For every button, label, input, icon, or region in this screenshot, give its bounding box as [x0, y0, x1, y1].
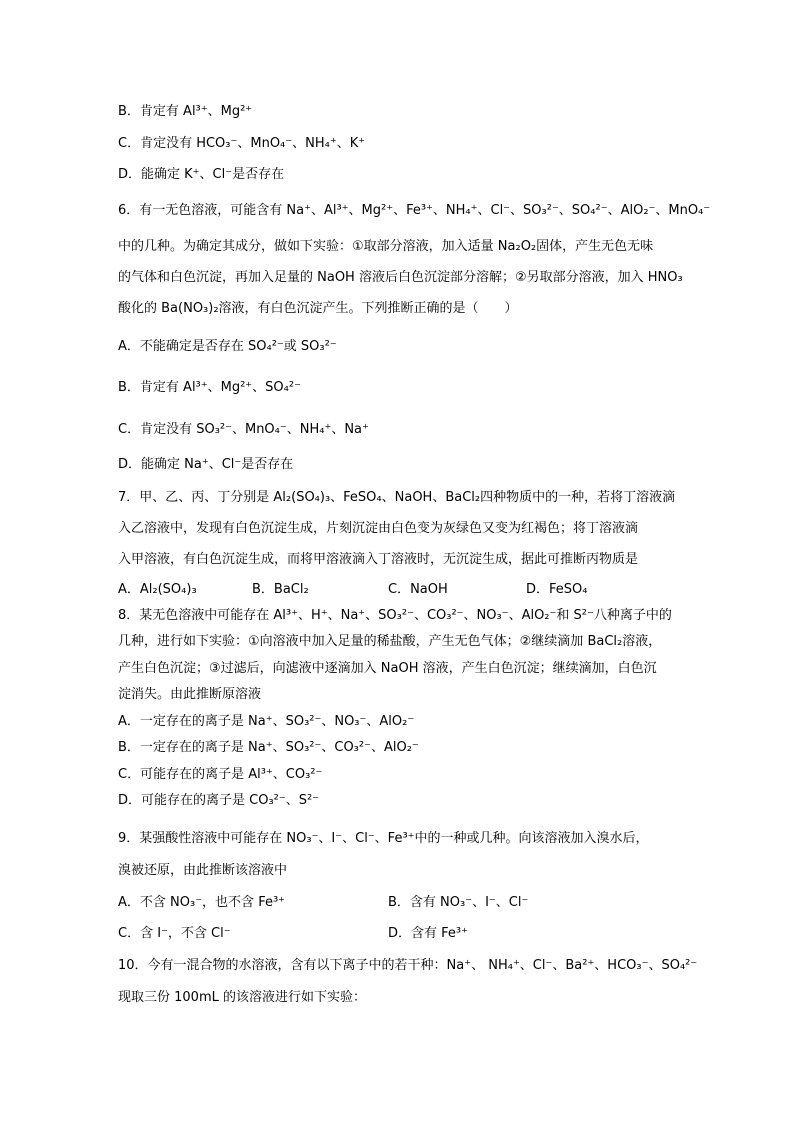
q7-option-d: D．FeSO₄ — [526, 582, 588, 597]
q9-option-b: B．含有 NO₃⁻、I⁻、Cl⁻ — [388, 895, 529, 910]
q8-option-a: A．一定存在的离子是 Na⁺、SO₃²⁻、NO₃⁻、AlO₂⁻ — [118, 714, 415, 729]
q7-option-a: A．Al₂(SO₄)₃ — [118, 582, 197, 597]
q7-stem-line-3: 入甲溶液，有白色沉淀生成，而将甲溶液滴入丁溶液时，无沉淀生成，据此可推断丙物质是 — [118, 552, 639, 567]
q8-stem-line-1: 8．某无色溶液中可能存在 Al³⁺、H⁺、Na⁺、SO₃²⁻、CO₃²⁻、NO₃⁻、AlO₂⁻和 S²⁻八种离子中的 — [118, 608, 672, 623]
q8-stem-line-4: 淀消失。由此推断原溶液 — [118, 687, 262, 702]
q6-option-a: A．不能确定是否存在 SO₄²⁻或 SO₃²⁻ — [118, 339, 337, 354]
q9-stem-line-2: 溴被还原，由此推断该溶液中 — [118, 863, 288, 878]
q6-stem-line-2: 中的几种。为确定其成分，做如下实验：①取部分溶液，加入适量 Na₂O₂固体，产生无色无味 — [118, 239, 654, 254]
q8-option-c: C．可能存在的离子是 Al³⁺、CO₃²⁻ — [118, 767, 323, 782]
q5-option-d: D．能确定 K⁺、Cl⁻是否存在 — [118, 167, 285, 182]
q9-option-c: C．含 I⁻，不含 Cl⁻ — [118, 926, 231, 941]
q6-option-b: B．肯定有 Al³⁺、Mg²⁺、SO₄²⁻ — [118, 380, 301, 395]
q8-stem-line-2: 几种，进行如下实验：①向溶液中加入足量的稀盐酸，产生无色气体；②继续滴加 BaCl₂溶液， — [118, 634, 662, 649]
q6-option-d: D．能确定 Na⁺、Cl⁻是否存在 — [118, 457, 294, 472]
q9-options-row-1 — [118, 893, 698, 913]
q7-stem-line-2: 入乙溶液中，发现有白色沉淀生成，片刻沉淀由白色变为灰绿色又变为红褐色；将丁溶液滴 — [118, 521, 639, 536]
q10-stem-line-2: 现取三份 100mL 的该溶液进行如下实验： — [118, 990, 366, 1005]
q7-options-row — [118, 580, 698, 600]
q7-option-b: B．BaCl₂ — [252, 582, 309, 597]
q10-stem-line-1: 10．今有一混合物的水溶液，含有以下离子中的若干种：Na⁺、 NH₄⁺、Cl⁻、Ba²⁺、HCO₃⁻、SO₄²⁻ — [118, 958, 698, 973]
q8-option-d: D．可能存在的离子是 CO₃²⁻、S²⁻ — [118, 793, 320, 808]
q7-stem-line-1: 7．甲、乙、丙、丁分别是 Al₂(SO₄)₃、FeSO₄、NaOH、BaCl₂四种物质中的一种，若将丁溶液滴 — [118, 490, 676, 505]
q9-stem-line-1: 9．某强酸性溶液中可能存在 NO₃⁻、I⁻、Cl⁻、Fe³⁺中的一种或几种。向该溶液加入溴水后， — [118, 831, 649, 846]
q6-stem-line-3: 的气体和白色沉淀，再加入足量的 NaOH 溶液后白色沉淀部分溶解；②另取部分溶液，加入 HNO₃ — [118, 270, 683, 285]
q7-option-c: C．NaOH — [388, 582, 448, 597]
q8-option-b: B．一定存在的离子是 Na⁺、SO₃²⁻、CO₃²⁻、AlO₂⁻ — [118, 740, 419, 755]
q6-option-c: C．肯定没有 SO₃²⁻、MnO₄⁻、NH₄⁺、Na⁺ — [118, 422, 369, 437]
q9-option-a: A．不含 NO₃⁻，也不含 Fe³⁺ — [118, 895, 286, 910]
q9-option-d: D．含有 Fe³⁺ — [388, 926, 468, 941]
q6-stem-line-1: 6．有一无色溶液，可能含有 Na⁺、Al³⁺、Mg²⁺、Fe³⁺、NH₄⁺、Cl⁻、SO₃²⁻、SO₄²⁻、AlO₂⁻、MnO₄⁻ — [118, 203, 711, 218]
q9-options-row-2 — [118, 924, 698, 944]
q6-stem-line-4: 酸化的 Ba(NO₃)₂溶液，有白色沉淀产生。下列推断正确的是（ ） — [118, 301, 518, 316]
q5-option-c: C．肯定没有 HCO₃⁻、MnO₄⁻、NH₄⁺、K⁺ — [118, 136, 366, 151]
q8-stem-line-3: 产生白色沉淀；③过滤后，向滤液中逐滴加入 NaOH 溶液，产生白色沉淀；继续滴加，白色沉 — [118, 661, 657, 676]
q5-option-b: B．肯定有 Al³⁺、Mg²⁺ — [118, 104, 253, 119]
